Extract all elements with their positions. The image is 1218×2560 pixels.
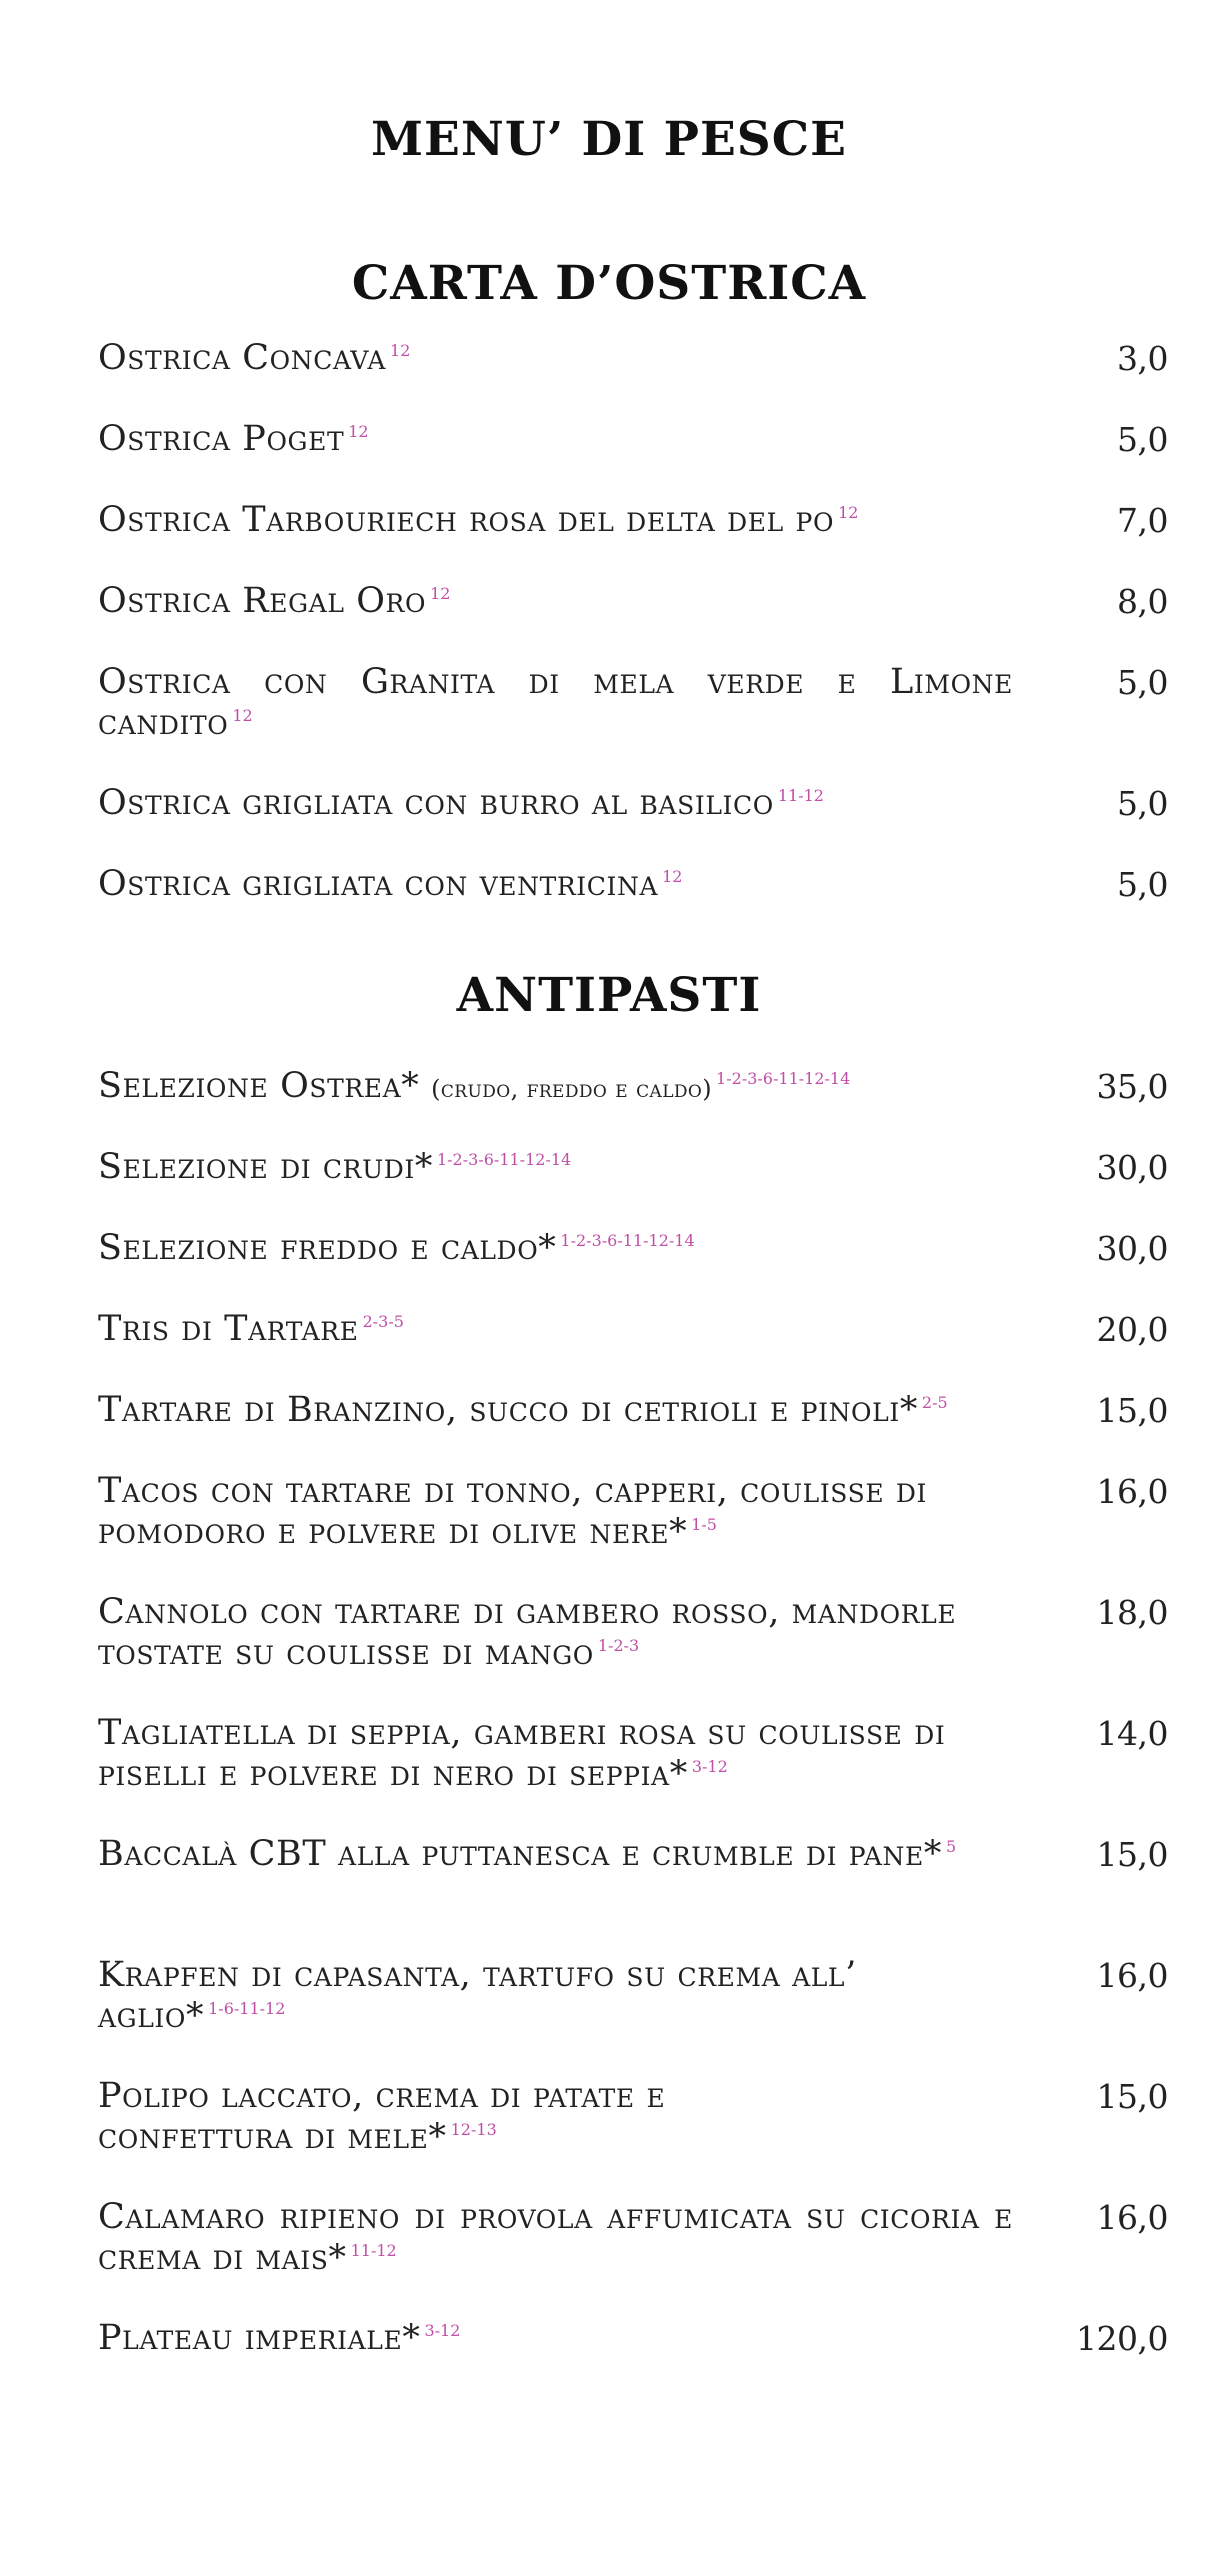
item-name: Polipo laccato, crema di patate e confettura di mele*: [98, 2076, 666, 2157]
item-price: 7,0: [1117, 501, 1168, 540]
section-title-carta-ostrica: CARTA D’OSTRICA: [351, 256, 867, 311]
item-price: 35,0: [1096, 1067, 1168, 1106]
section-title-antipasti: ANTIPASTI: [456, 968, 762, 1023]
menu-item: [98, 1309, 1168, 1350]
allergen-codes: 11-12: [350, 2241, 397, 2261]
item-price: 5,0: [1117, 663, 1168, 702]
item-name: Ostrica Concava: [98, 338, 387, 378]
item-price: 5,0: [1117, 420, 1168, 459]
menu-item: [98, 1592, 1168, 1674]
item-name: Ostrica grigliata con burro al basilico: [98, 783, 774, 823]
menu-item: [98, 500, 1168, 541]
item-price: 16,0: [1096, 1956, 1168, 1995]
menu-item: [98, 338, 1168, 379]
item-name: Ostrica grigliata con ventricina: [98, 864, 659, 904]
allergen-codes: 12: [348, 422, 369, 442]
item-price: 30,0: [1096, 1229, 1168, 1268]
allergen-codes: 12: [390, 341, 411, 361]
item-price: 18,0: [1096, 1593, 1168, 1632]
menu-item: [98, 2318, 1168, 2359]
item-price: 20,0: [1096, 1310, 1168, 1349]
menu-item: [98, 662, 1168, 744]
item-price: 5,0: [1117, 865, 1168, 904]
allergen-codes: 11-12: [777, 786, 824, 806]
item-price: 3,0: [1117, 339, 1168, 378]
item-name: Ostrica Poget: [98, 419, 345, 459]
item-price: 14,0: [1096, 1714, 1168, 1753]
item-name: Ostrica con Granita di mela verde e Limone candito: [98, 662, 1013, 743]
menu-item: [98, 1955, 1168, 2037]
item-price: 15,0: [1096, 1835, 1168, 1874]
menu-item: [98, 783, 1168, 824]
item-price: 15,0: [1096, 1391, 1168, 1430]
item-price: 5,0: [1117, 784, 1168, 823]
item-price: 16,0: [1096, 1472, 1168, 1511]
menu-item: [98, 864, 1168, 905]
menu-item: [98, 1713, 1168, 1795]
allergen-codes: 2-5: [921, 1393, 948, 1413]
item-name: Selezione di crudi*: [98, 1147, 433, 1187]
item-name: Baccalà CBT alla puttanesca e crumble di pane*: [98, 1834, 942, 1874]
allergen-codes: 12: [838, 503, 859, 523]
allergen-codes: 3-12: [424, 2321, 461, 2341]
item-price: 120,0: [1076, 2319, 1168, 2358]
menu-item: [98, 1066, 1168, 1110]
allergen-codes: 1-2-3: [597, 1636, 640, 1656]
allergen-codes: 12-13: [450, 2120, 497, 2140]
allergen-codes: 1-2-3-6-11-12-14: [436, 1150, 572, 1170]
item-price: 30,0: [1096, 1148, 1168, 1187]
item-price: 15,0: [1096, 2077, 1168, 2116]
allergen-codes: 1-2-3-6-11-12-14: [716, 1069, 851, 1089]
item-name: Calamaro ripieno di provola affumicata su cicoria e crema di mais*: [98, 2197, 1013, 2278]
allergen-codes: 1-6-11-12: [208, 1999, 286, 2019]
item-name: Ostrica Regal Oro: [98, 581, 427, 621]
item-name: Plateau imperiale*: [98, 2318, 421, 2358]
item-name: Tris di Tartare: [98, 1309, 359, 1349]
allergen-codes: 2-3-5: [362, 1312, 404, 1332]
allergen-codes: 1-2-3-6-11-12-14: [560, 1231, 695, 1251]
menu-title: MENU’ DI PESCE: [371, 112, 847, 167]
item-name: Selezione freddo e caldo*: [98, 1228, 557, 1268]
allergen-codes: 12: [232, 706, 253, 726]
allergen-codes: 12: [430, 584, 451, 604]
menu-item: [98, 1147, 1168, 1188]
allergen-codes: 3-12: [691, 1757, 728, 1777]
item-name: Ostrica Tarbouriech rosa del delta del po: [98, 500, 835, 540]
item-name: Tagliatella di seppia, gamberi rosa su coulisse di piselli e polvere di nero di seppia*: [98, 1713, 946, 1794]
item-name: Selezione Ostrea*: [98, 1066, 420, 1106]
menu-item: [98, 2076, 1168, 2158]
item-price: 8,0: [1117, 582, 1168, 621]
item-price: 16,0: [1096, 2198, 1168, 2237]
item-name: Tacos con tartare di tonno, capperi, coulisse di pomodoro e polvere di olive nere*: [98, 1471, 928, 1552]
menu-item: [98, 581, 1168, 622]
item-name: Krapfen di capasanta, tartufo su crema all’ aglio*: [98, 1955, 857, 2036]
menu-item: [98, 1834, 1168, 1875]
menu-item: [98, 1471, 1168, 1553]
allergen-codes: 1-5: [691, 1515, 717, 1535]
item-name: Tartare di Branzino, succo di cetrioli e pinoli*: [98, 1390, 918, 1430]
menu-item: [98, 2197, 1168, 2279]
menu-item: [98, 1390, 1168, 1431]
allergen-codes: 12: [662, 867, 683, 887]
allergen-codes: 5: [945, 1837, 957, 1857]
item-note: (crudo, freddo e caldo): [431, 1075, 713, 1103]
item-name: Cannolo con tartare di gambero rosso, mandorle tostate su coulisse di mango: [98, 1592, 957, 1673]
menu-item: [98, 1228, 1168, 1269]
menu-item: [98, 419, 1168, 460]
